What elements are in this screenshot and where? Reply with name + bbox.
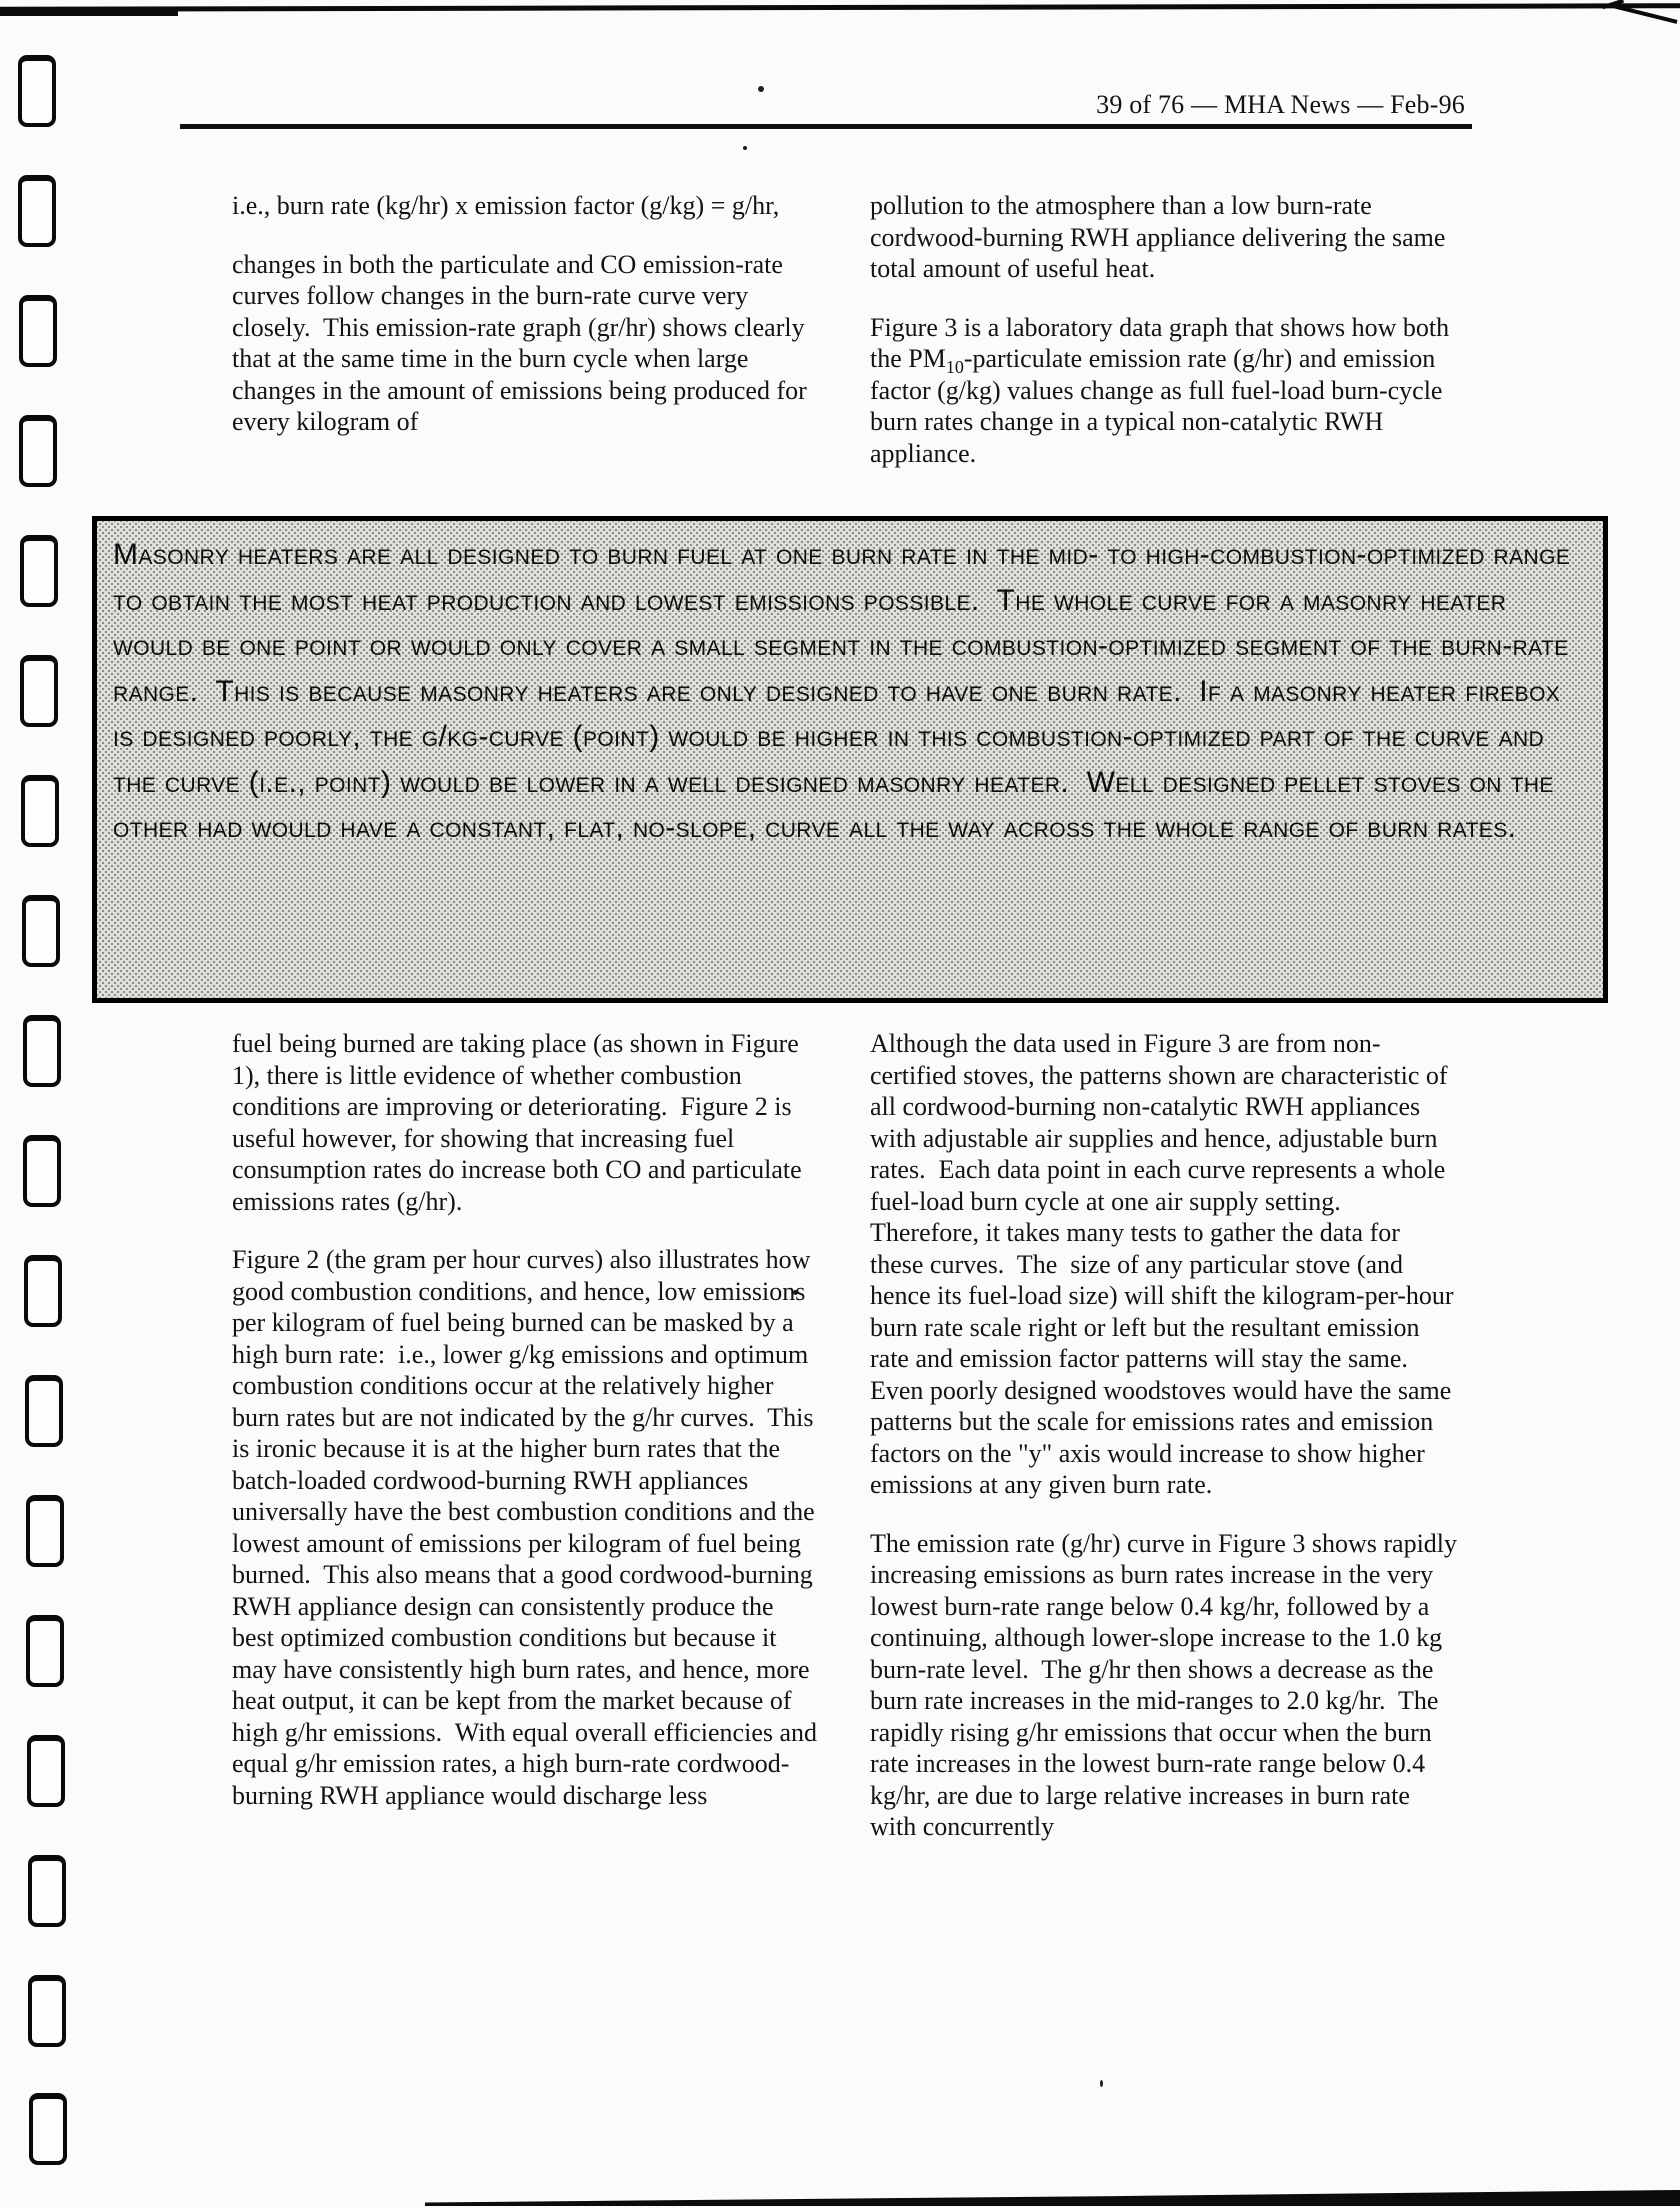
binding-hole <box>27 1735 65 1807</box>
scan-speck <box>1100 2080 1103 2087</box>
binding-hole <box>26 1615 64 1687</box>
binding-hole <box>23 1015 61 1087</box>
binding-hole <box>28 1975 66 2047</box>
scan-edge-line-top <box>0 3 1680 12</box>
paragraph-emission-rate-curve-figure3: The emission rate (g/hr) curve in Figure 3 shows rapidly increasing emissions as burn rates increase in the very lowest burn-rate range below 0.4 kg/hr, followed by a continuing, although lower-slope increase to the 1.0 kg burn-rate level. The g/hr then shows a decrease as the burn rate increases in the mid-ranges to 2.0 kg/hr. The rapidly rising g/hr emissions that occur when the burn rate increases in the lowest burn-rate range below 0.4 kg/hr, are due to large relative increases in burn rate with concurrently <box>870 1528 1464 1841</box>
scan-edge-line-bottom <box>425 2190 1680 2206</box>
binding-hole <box>26 1495 64 1567</box>
scan-speck <box>758 86 764 92</box>
paragraph-figure3-intro <box>870 312 1458 470</box>
scan-edge-bar-top-left <box>0 9 178 16</box>
binding-hole <box>23 1135 61 1207</box>
binding-hole <box>19 415 57 487</box>
binding-hole <box>20 535 58 607</box>
binding-hole <box>19 295 57 367</box>
binding-hole <box>21 775 59 847</box>
masonry-heater-callout-box <box>92 516 1608 1003</box>
paragraph-pollution: pollution to the atmosphere than a low burn-rate cordwood-burning RWH appliance delivering the same total amount of useful heat. <box>870 191 1452 283</box>
binding-hole <box>29 2093 67 2165</box>
header-rule <box>180 124 1472 129</box>
paragraph-noncertified-stoves: Although the data used in Figure 3 are from non-certified stoves, the patterns shown are characteristic of all cordwood-burning non-catalytic RWH appliances with adjustable air supplies and hence, adjustable burn rates. Each data point in each curve represents a whole fuel-load burn cycle at one air supply setting. Therefore, it takes many tests to gather the data for these curves. The size of any particular stove (and hence its fuel-load size) will shift the kilogram-per-hour burn rate scale right or left but the resultant emission rate and emission factor patterns will stay the same. Even poorly designed woodstoves would have the same patterns but the scale for emissions rates and emission factors on the "y" axis would increase to show higher emissions at any given burn rate. <box>870 1029 1461 1499</box>
paragraph-burn-rate-formula: i.e., burn rate (kg/hr) x emission factor (g/kg) = g/hr, <box>232 191 780 220</box>
top-right-column <box>870 190 1458 496</box>
binding-hole <box>24 1255 62 1327</box>
binding-hole <box>18 175 56 247</box>
binding-hole <box>25 1375 63 1447</box>
paragraph-emission-rate-curves: changes in both the particulate and CO emission-rate curves follow changes in the burn-rate curve very closely. This emission-rate graph (gr/hr) shows clearly that at the same time in the burn cycle when large changes in the amount of emissions being produced for every kilogram of <box>232 249 814 436</box>
top-left-column <box>232 190 820 465</box>
figure3-text-pre: Figure 3 is a laboratory data graph that shows how both the PM <box>870 312 1456 373</box>
paragraph-figure2-gram-per-hour: Figure 2 (the gram per hour curves) also illustrates how good combustion conditions, and hence, low emissions per kilogram of fuel being burned can be masked by a high burn rate: i.e., lower g/kg emissions and optimum combustion conditions occur at the relatively higher burn rates but are not indicated by the g/hr curves. This is ironic because it is at the higher burn rates that the batch-loaded cordwood-burning RWH appliances universally have the best combustion conditions and the lowest amount of emissions per kilogram of fuel being burned. This also means that a good cordwood-burning RWH appliance design can consistently produce the best optimized combustion conditions but because it may have consistently high burn rates, and hence, more heat output, it can be kept from the market because of high g/hr emissions. With equal overall efficiencies and equal g/hr emission rates, a high burn-rate cordwood-burning RWH appliance would discharge less <box>232 1245 824 1810</box>
pm10-subscript: 10 <box>945 357 964 378</box>
paragraph-figure1-evidence: fuel being burned are taking place (as shown in Figure 1), there is little evidence of whether combustion conditions are improving or deteriorating. Figure 2 is useful however, for showing that increasing fuel consumption rates do increase both CO and particulate emissions rates (g/hr). <box>232 1029 809 1216</box>
bottom-left-column <box>232 1028 824 1838</box>
binding-hole <box>22 895 60 967</box>
bottom-right-column <box>870 1028 1464 1870</box>
binding-hole <box>20 655 58 727</box>
binding-hole <box>18 55 56 127</box>
page-header: 39 of 76 — MHA News — Feb-96 <box>1096 90 1465 119</box>
binding-hole <box>28 1855 66 1927</box>
scan-speck <box>743 146 747 150</box>
callout-text: Masonry heaters are all designed to burn fuel at one burn rate in the mid- to high-combustion-optimized range to obtain the most heat production and lowest emissions possible. The whole curve for a masonry heater would be one point or would only cover a small segment in the combustion-optimized segment of the burn-rate range. This is because masonry heaters are only designed to have one burn rate. If a masonry heater firebox is designed poorly, the g/kg-curve (point) would be higher in this combustion-optimized part of the curve and the curve (i.e., point) would be lower in a well designed masonry heater. Well designed pellet stoves on the other had would have a constant, flat, no-slope, curve all the way across the whole range of burn rates. <box>113 538 1579 844</box>
figure3-text-post: -particulate emission rate (g/hr) and emission factor (g/kg) values change as full fuel-load burn-cycle burn rates change in a typical non-catalytic RWH appliance. <box>870 344 1449 468</box>
